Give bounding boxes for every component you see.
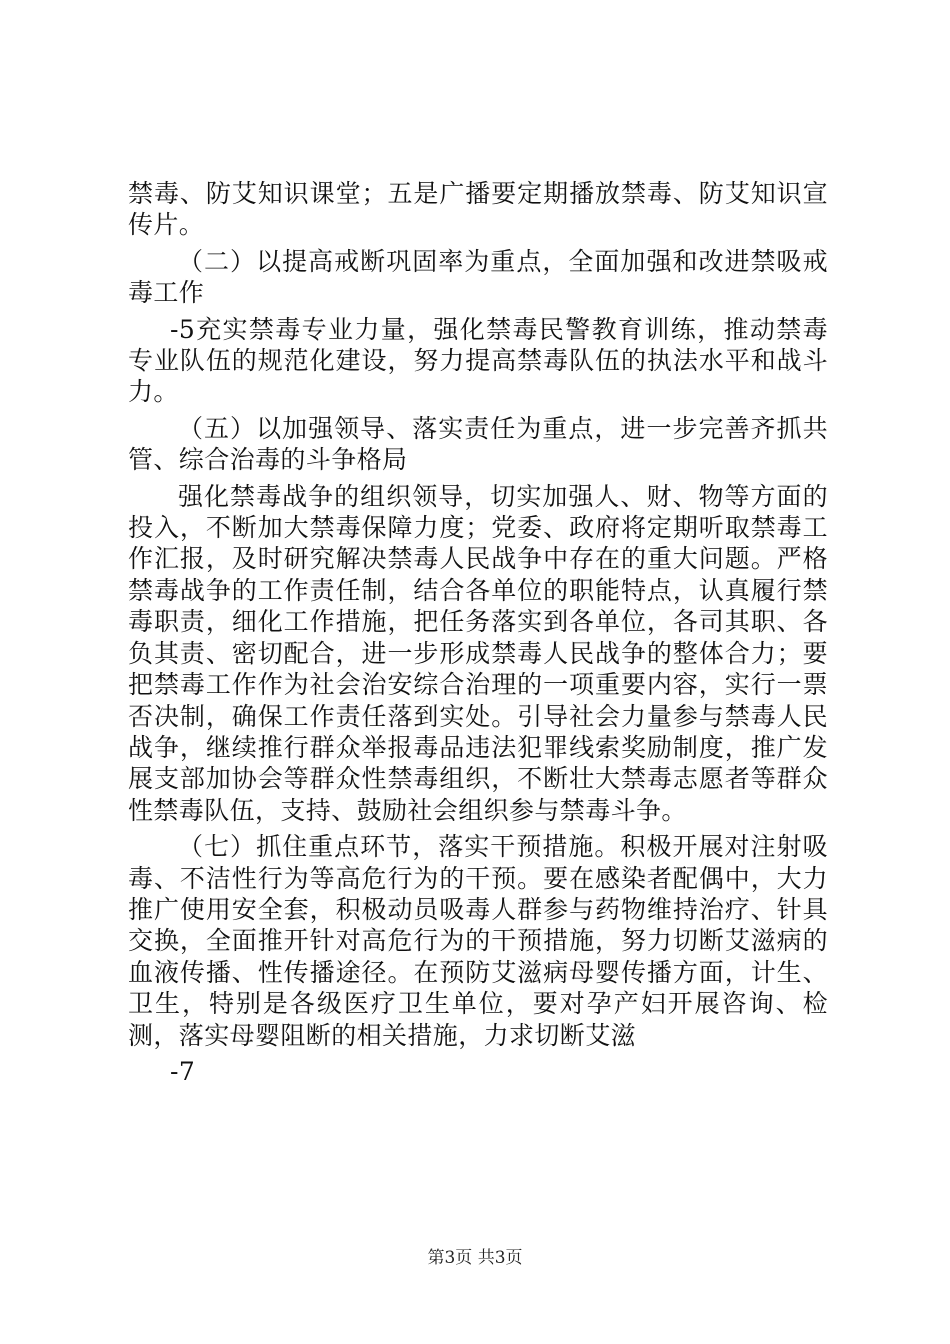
paragraph-leadership: 强化禁毒战争的组织领导，切实加强人、财、物等方面的投入，不断加大禁毒保障力度；党委、政府将定期听取禁毒工作汇报，及时研究解决禁毒人民战争中存在的重大问题。严格禁毒战争的工作责任制，结合各单位的职能特点，认真履行禁毒职责，细化工作措施，把任务落实到各单位，各司其职、各负其责、密切配合，进一步形成禁毒人民战争的整体合力；要把禁毒工作作为社会治安综合治理的一项重要内容，实行一票否决制，确保工作责任落到实处。引导社会力量参与禁毒人民战争，继续推行群众举报毒品违法犯罪线索奖励制度，推广发展支部加协会等群众性禁毒组织，不断壮大禁毒志愿者等群众性禁毒队伍，支持、鼓励社会组织参与禁毒斗争。 <box>128 481 828 825</box>
section-heading-7: （七）抓住重点环节，落实干预措施。积极开展对注射吸毒、不洁性行为等高危行为的干预。要在感染者配偶中，大力推广使用安全套，积极动员吸毒人群参与药物维持治疗、针具交换，全面推开针对高危行为的干预措施，努力切断艾滋病的血液传播、性传播途径。在预防艾滋病母婴传播方面，计生、卫生，特别是各级医疗卫生单位，要对孕产妇开展咨询、检测，落实母婴阻断的相关措施，力求切断艾滋 <box>128 832 828 1050</box>
document-body <box>128 178 828 1092</box>
page-marker: -7 <box>170 1056 196 1086</box>
section-heading-2: （二）以提高戒断巩固率为重点，全面加强和改进禁吸戒毒工作 <box>128 246 828 308</box>
section-heading-5: （五）以加强领导、落实责任为重点，进一步完善齐抓共管、综合治毒的斗争格局 <box>128 413 828 475</box>
page-footer: 第3页 共3页 <box>427 1248 523 1268</box>
paragraph-continuation: 禁毒、防艾知识课堂；五是广播要定期播放禁毒、防艾知识宣传片。 <box>128 179 828 240</box>
paragraph-specialist-force: -5充实禁毒专业力量，强化禁毒民警教育训练，推动禁毒专业队伍的规范化建设，努力提高禁毒队伍的执法水平和战斗力。 <box>128 314 828 407</box>
